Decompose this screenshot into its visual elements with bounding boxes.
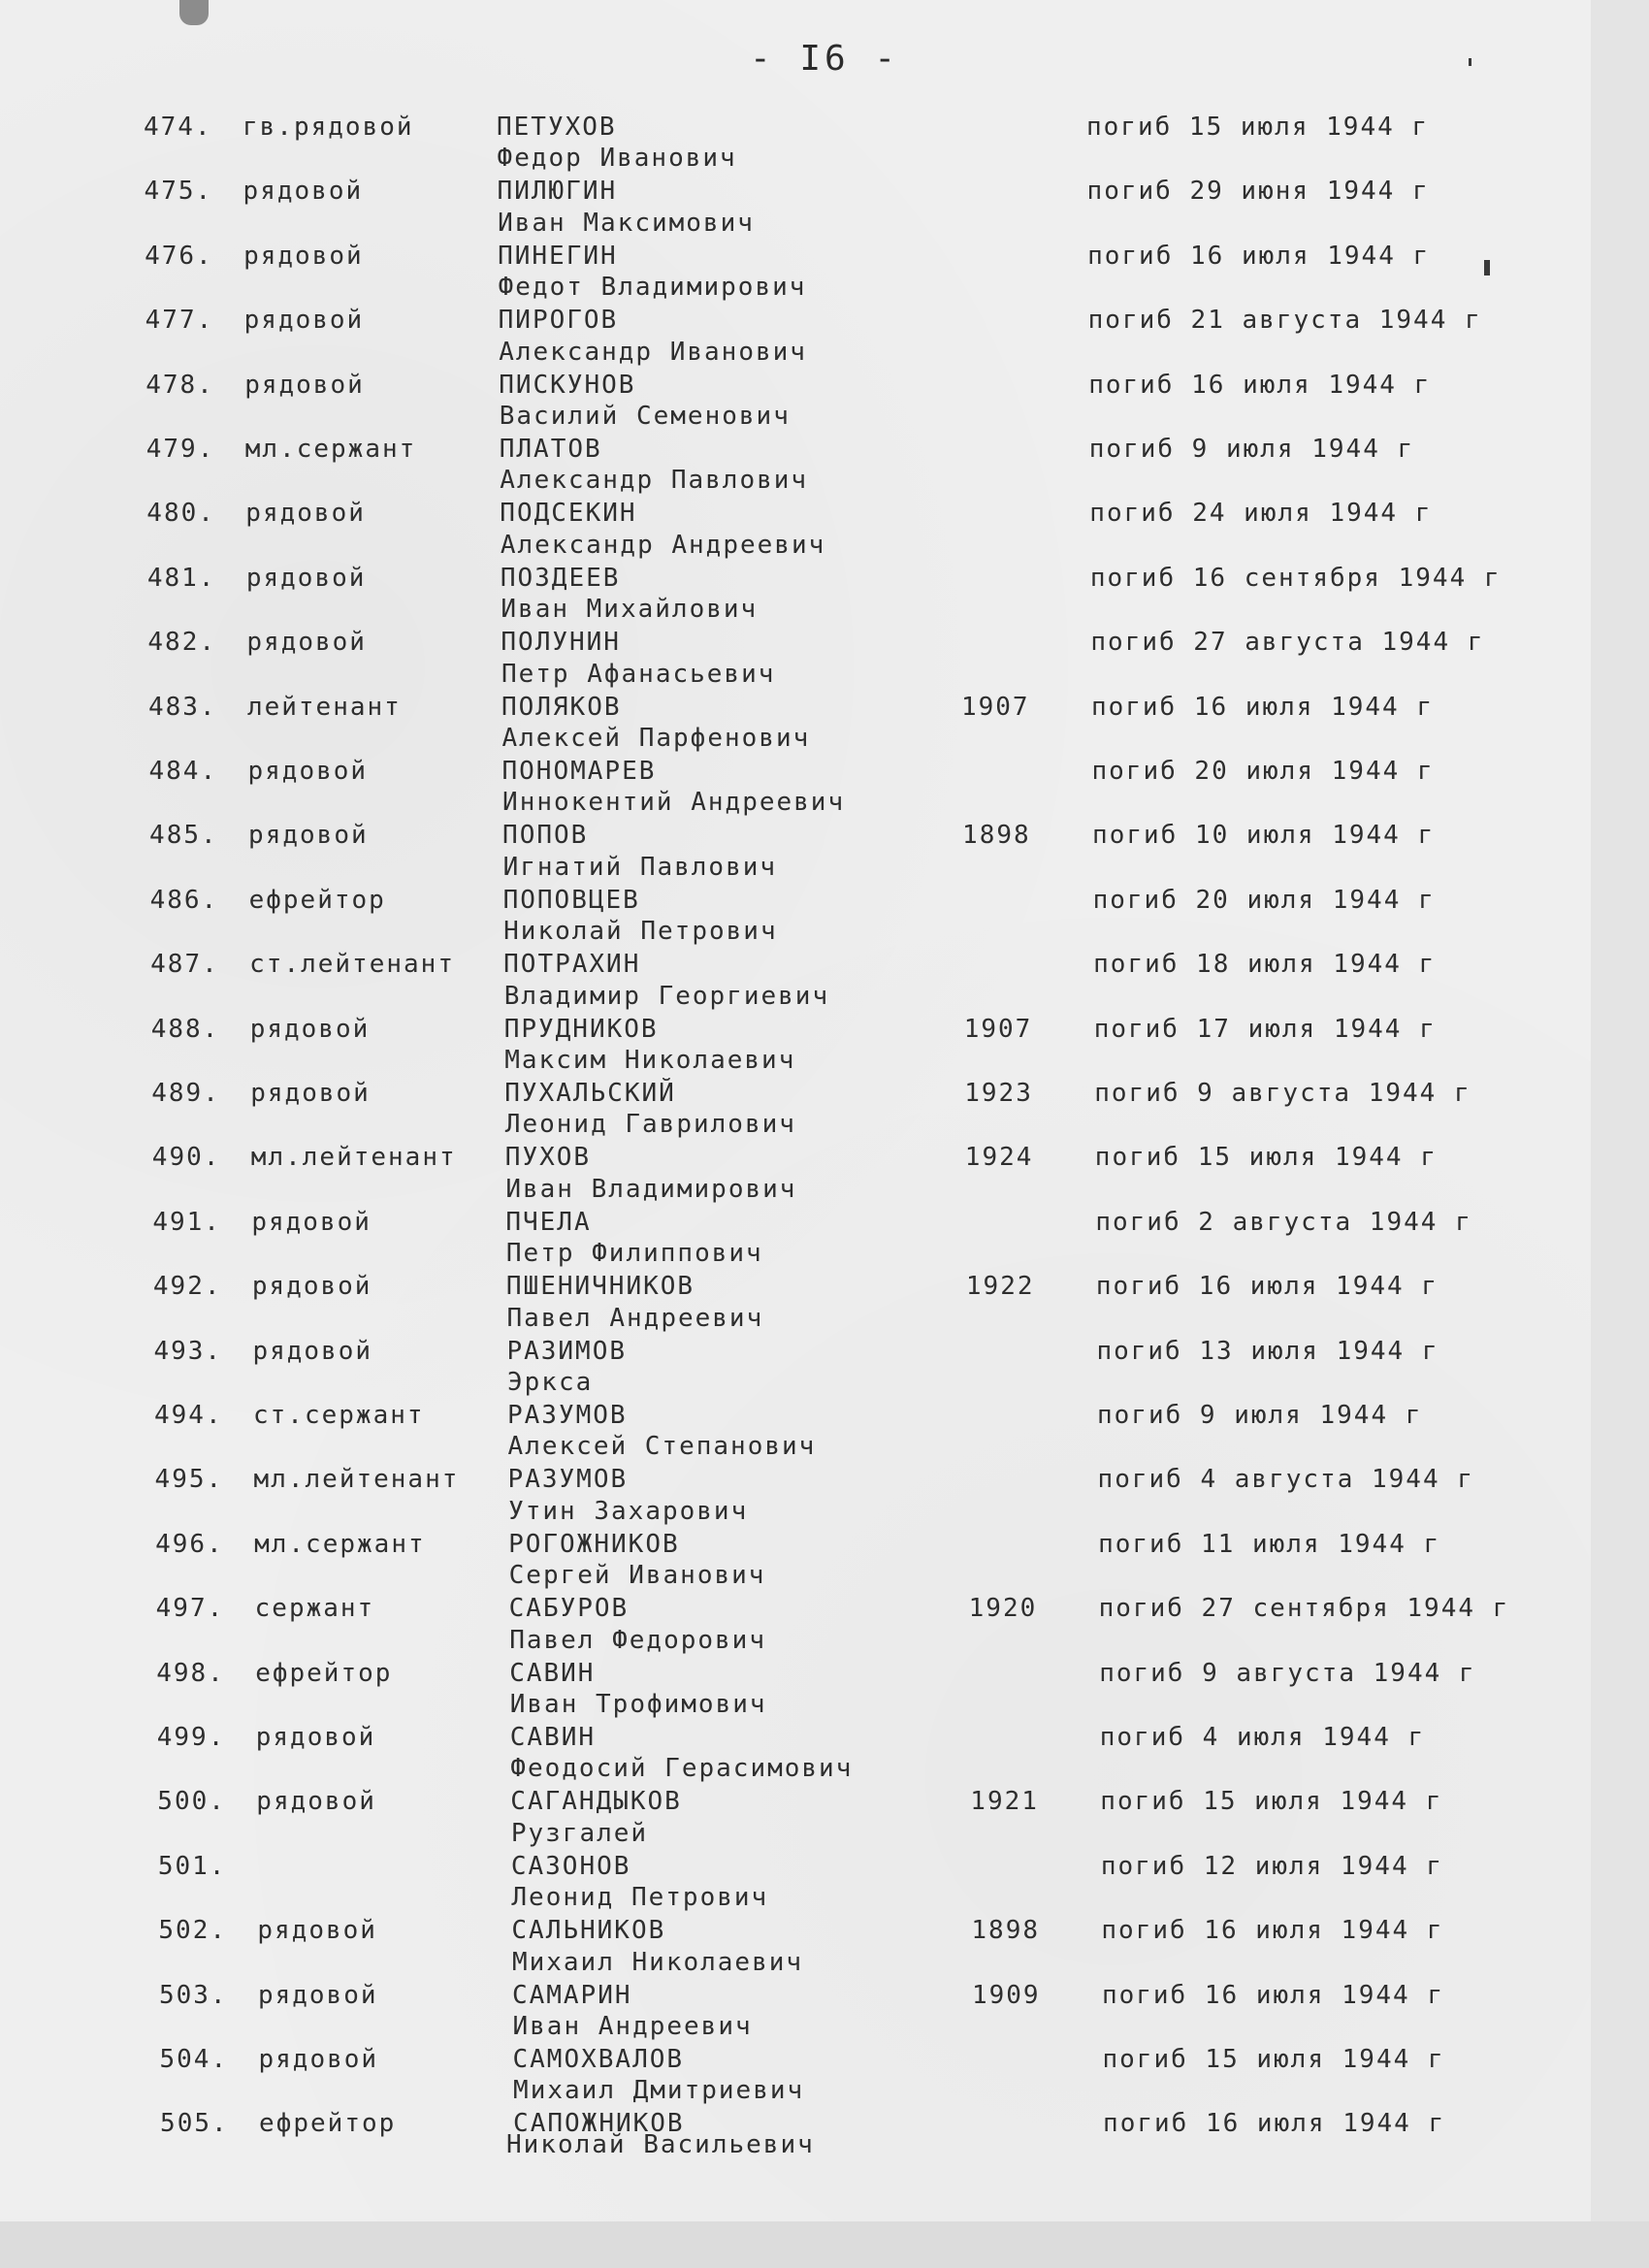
patronymic: Иван Максимович <box>498 208 755 238</box>
list-item <box>0 1561 1591 1656</box>
surname: ПОДСЕКИН <box>500 499 637 529</box>
entry-number: 480. <box>146 499 215 529</box>
fate-date: погиб 16 июля 1944 г <box>1103 2109 1446 2139</box>
birth-year: 1921 <box>970 1787 1039 1817</box>
military-rank: ст.лейтенант <box>249 950 455 980</box>
list-item <box>0 111 1591 175</box>
patronymic: Иван Михайлович <box>501 595 759 625</box>
entry-number: 495. <box>154 1465 224 1495</box>
military-rank: рядовой <box>245 563 367 593</box>
surname: САМАРИН <box>511 1980 632 2010</box>
entry-number: 494. <box>154 1401 223 1430</box>
scan-margin-bottom <box>0 2221 1649 2268</box>
birth-year: 1907 <box>960 692 1030 722</box>
surname: ПИРОГОВ <box>498 306 619 336</box>
surname: ПИСКУНОВ <box>499 370 636 400</box>
military-rank: рядовой <box>256 1787 376 1817</box>
surname: ПРУДНИКОВ <box>503 1014 659 1044</box>
military-rank: рядовой <box>250 1079 371 1108</box>
list-item <box>0 144 1591 239</box>
military-rank: ефрейтор <box>248 885 386 915</box>
surname: ПОЗДЕЕВ <box>500 563 621 593</box>
entry-number: 504. <box>159 2045 229 2074</box>
patronymic: Утин Захарович <box>508 1496 749 1526</box>
entry-number: 482. <box>147 628 217 658</box>
list-item <box>0 788 1591 883</box>
fate-date: погиб 24 июля 1944 г <box>1089 499 1433 529</box>
entry-number: 488. <box>150 1014 220 1044</box>
surname: РАЗУМОВ <box>507 1465 629 1495</box>
surname: ПУХОВ <box>504 1143 592 1173</box>
patronymic: Иван Трофимович <box>509 1690 767 1719</box>
patronymic: Николай Петрович <box>503 917 778 947</box>
patronymic: Рузгалей <box>510 1818 649 1848</box>
patronymic: Александр Павлович <box>500 466 809 496</box>
entry-number: 490. <box>151 1143 221 1173</box>
list-item <box>0 1432 1591 1527</box>
list-item <box>0 1754 1591 1849</box>
fate-date: погиб 20 июля 1944 г <box>1091 757 1435 786</box>
patronymic: Александр Андреевич <box>500 530 826 560</box>
military-rank: рядовой <box>251 1272 372 1302</box>
fate-date: погиб 9 августа 1944 г <box>1094 1079 1471 1108</box>
fate-date: погиб 16 июля 1944 г <box>1088 370 1432 400</box>
entry-number: 479. <box>146 435 215 464</box>
entry-number: 497. <box>155 1594 225 1624</box>
entry-number: 498. <box>156 1658 225 1688</box>
fate-date: погиб 9 июля 1944 г <box>1088 435 1415 464</box>
entry-number: 481. <box>146 563 216 593</box>
list-item <box>0 1174 1591 1270</box>
fate-date: погиб 13 июля 1944 г <box>1096 1336 1439 1366</box>
entry-number: 489. <box>151 1079 220 1108</box>
surname: ПИНЕГИН <box>498 241 618 271</box>
list-item <box>0 1239 1591 1334</box>
list-item <box>0 337 1591 433</box>
list-item <box>0 852 1591 948</box>
military-rank: рядовой <box>249 1014 371 1044</box>
fate-date: погиб 16 июля 1944 г <box>1101 1980 1445 2010</box>
surname: САГАНДЫКОВ <box>510 1787 682 1817</box>
list-item <box>0 530 1591 626</box>
fate-date: погиб 18 июля 1944 г <box>1093 950 1437 980</box>
surname: РАЗУМОВ <box>507 1401 628 1430</box>
fate-date: погиб 16 июля 1944 г <box>1090 692 1435 722</box>
list-item <box>0 1496 1591 1592</box>
fate-date: погиб 10 июля 1944 г <box>1092 821 1436 851</box>
military-rank: рядовой <box>257 1980 378 2010</box>
military-rank: рядовой <box>242 177 364 207</box>
patronymic: Михаил Николаевич <box>511 1947 804 1977</box>
patronymic: Сергей Иванович <box>508 1561 766 1591</box>
fate-date: погиб 16 сентября 1944 г <box>1089 563 1502 593</box>
surname: РАЗИМОВ <box>506 1336 628 1366</box>
birth-year: 1922 <box>965 1272 1035 1302</box>
fate-date: погиб 15 июля 1944 г <box>1102 2045 1445 2074</box>
surname: ПИЛЮГИН <box>497 177 618 207</box>
patronymic: Леонид Гаврилович <box>504 1110 796 1140</box>
fate-date: погиб 4 августа 1944 г <box>1097 1465 1474 1495</box>
fate-date: погиб 9 августа 1944 г <box>1099 1658 1476 1688</box>
military-rank: рядовой <box>246 628 367 658</box>
patronymic: Алексей Парфенович <box>501 724 811 753</box>
surname: РОГОЖНИКОВ <box>508 1529 680 1559</box>
patronymic: Игнатий Павлович <box>502 852 778 882</box>
entry-number: 496. <box>155 1529 224 1559</box>
surname: САМОХВАЛОВ <box>512 2045 685 2074</box>
entry-number: 503. <box>158 1980 228 2010</box>
fate-date: погиб 9 июля 1944 г <box>1097 1401 1423 1430</box>
birth-year: 1898 <box>971 1916 1041 1946</box>
military-rank: мл.сержант <box>244 435 417 464</box>
entry-number: 505. <box>160 2109 229 2139</box>
entry-number: 477. <box>145 306 214 336</box>
fate-date: погиб 29 июня 1944 г <box>1086 177 1430 207</box>
military-rank: рядовой <box>252 1336 373 1366</box>
surname: ПШЕНИЧНИКОВ <box>505 1272 695 1302</box>
birth-year: 1923 <box>964 1079 1033 1108</box>
surname: ПЕТУХОВ <box>497 113 617 142</box>
scan-speck <box>179 0 209 25</box>
patronymic: Петр Филиппович <box>505 1239 763 1269</box>
surname: ПЧЕЛА <box>505 1207 592 1237</box>
surname: САЗОНОВ <box>510 1851 631 1881</box>
military-rank: рядовой <box>251 1207 372 1237</box>
entry-number: 486. <box>149 885 219 915</box>
fate-date: погиб 15 июля 1944 г <box>1086 113 1430 142</box>
fate-date: погиб 21 августа 1944 г <box>1087 306 1482 336</box>
surname: ПОЛЯКОВ <box>501 692 622 722</box>
fate-date: погиб 2 августа 1944 г <box>1095 1207 1472 1237</box>
entry-number: 501. <box>157 1851 227 1881</box>
military-rank: мл.лейтенант <box>253 1465 460 1495</box>
list-item <box>0 1818 1591 1914</box>
page-number: - I6 - <box>749 39 900 79</box>
fate-date: погиб 27 августа 1944 г <box>1090 628 1485 658</box>
surname: ПОНОМАРЕВ <box>501 757 657 786</box>
birth-year: 1920 <box>968 1594 1038 1624</box>
list-item <box>0 1303 1591 1399</box>
military-rank: рядовой <box>257 1916 377 1946</box>
fate-date: погиб 12 июля 1944 г <box>1100 1851 1443 1881</box>
fate-date: погиб 17 июля 1944 г <box>1093 1014 1437 1044</box>
fate-date: погиб 4 июля 1944 г <box>1099 1723 1426 1752</box>
patronymic: Федот Владимирович <box>498 273 807 303</box>
patronymic: Павел Федорович <box>509 1625 766 1655</box>
patronymic: Владимир Георгиевич <box>503 981 830 1011</box>
surname: САВИН <box>509 1658 596 1688</box>
list-item <box>0 1947 1591 2043</box>
fate-date: погиб 15 июля 1944 г <box>1094 1143 1438 1173</box>
scan-speck <box>1484 260 1490 275</box>
entry-number: 491. <box>152 1207 221 1237</box>
military-rank: рядовой <box>247 757 369 786</box>
patronymic: Иван Андреевич <box>512 2012 753 2041</box>
military-rank: ефрейтор <box>255 1658 393 1688</box>
military-rank: сержант <box>254 1594 375 1624</box>
surname: ПОПОВЦЕВ <box>502 885 640 915</box>
military-rank: рядовой <box>243 306 365 336</box>
entry-number: 478. <box>146 370 214 400</box>
patronymic: Василий Семенович <box>499 402 791 431</box>
entry-number: 492. <box>152 1272 222 1302</box>
patronymic: Иннокентий Андреевич <box>502 788 846 818</box>
entry-number: 483. <box>147 692 217 722</box>
entry-number: 500. <box>157 1787 226 1817</box>
military-rank: рядовой <box>245 499 366 529</box>
fate-date: погиб 16 июля 1944 г <box>1095 1272 1439 1302</box>
military-rank: рядовой <box>248 821 369 851</box>
birth-year: 1907 <box>963 1014 1033 1044</box>
fate-date: погиб 27 сентября 1944 г <box>1098 1594 1510 1624</box>
surname: ПЛАТОВ <box>499 435 602 464</box>
military-rank: рядовой <box>258 2045 379 2074</box>
military-rank: мл.лейтенант <box>250 1143 457 1173</box>
military-rank: рядовой <box>244 370 365 400</box>
patronymic: Максим Николаевич <box>504 1046 796 1075</box>
surname: САПОЖНИКОВ <box>513 2109 685 2139</box>
military-rank: рядовой <box>243 241 364 271</box>
military-rank: гв.рядовой <box>242 113 414 142</box>
birth-year: 1909 <box>971 1980 1041 2010</box>
list-item <box>0 1625 1591 1721</box>
entry-number: 493. <box>153 1336 223 1366</box>
entry-number: 476. <box>145 241 213 271</box>
surname: ПОЛУНИН <box>501 628 621 658</box>
scan-speck <box>1469 58 1471 66</box>
military-rank: ефрейтор <box>259 2109 397 2139</box>
patronymic: Михаил Дмитриевич <box>513 2076 805 2106</box>
fate-date: погиб 15 июля 1944 г <box>1100 1787 1443 1817</box>
entry-number: 499. <box>156 1723 226 1752</box>
military-rank: лейтенант <box>246 692 402 722</box>
surname: ПУХАЛЬСКИЙ <box>504 1079 676 1108</box>
patronymic-505: Николай Васильевич <box>506 2130 815 2159</box>
fate-date: погиб 16 июля 1944 г <box>1087 241 1431 271</box>
entry-number: 485. <box>149 821 218 851</box>
birth-year: 1924 <box>964 1143 1034 1173</box>
birth-year: 1898 <box>962 821 1031 851</box>
patronymic: Иван Владимирович <box>505 1174 797 1204</box>
patronymic: Леонид Петрович <box>511 1883 769 1913</box>
surname: САЛЬНИКОВ <box>511 1916 666 1946</box>
fate-date: погиб 20 июля 1944 г <box>1092 885 1436 915</box>
patronymic: Федор Иванович <box>497 144 737 174</box>
patronymic: Павел Андреевич <box>506 1303 764 1333</box>
patronymic: Александр Иванович <box>499 337 807 367</box>
military-rank: ст.сержант <box>253 1401 425 1430</box>
military-rank: мл.сержант <box>254 1529 426 1559</box>
patronymic: Петр Афанасьевич <box>501 659 776 689</box>
patronymic: Алексей Степанович <box>507 1432 817 1462</box>
military-rank: рядовой <box>255 1723 376 1752</box>
surname: ПОПОВ <box>502 821 589 851</box>
entry-number: 502. <box>158 1916 228 1946</box>
entry-number: 474. <box>144 113 212 142</box>
scan-margin-right <box>1591 0 1649 2268</box>
fate-date: погиб 16 июля 1944 г <box>1101 1916 1444 1946</box>
surname: ПОТРАХИН <box>503 950 641 980</box>
patronymic: Эркса <box>507 1368 594 1397</box>
entry-number: 475. <box>144 177 213 207</box>
entry-number: 484. <box>148 757 218 786</box>
surname: САВИН <box>509 1723 597 1752</box>
list-item <box>0 595 1591 690</box>
fate-date: погиб 11 июля 1944 г <box>1098 1529 1441 1559</box>
entry-number: 487. <box>150 950 219 980</box>
patronymic: Феодосий Герасимович <box>510 1754 854 1784</box>
surname: САБУРОВ <box>508 1594 630 1624</box>
